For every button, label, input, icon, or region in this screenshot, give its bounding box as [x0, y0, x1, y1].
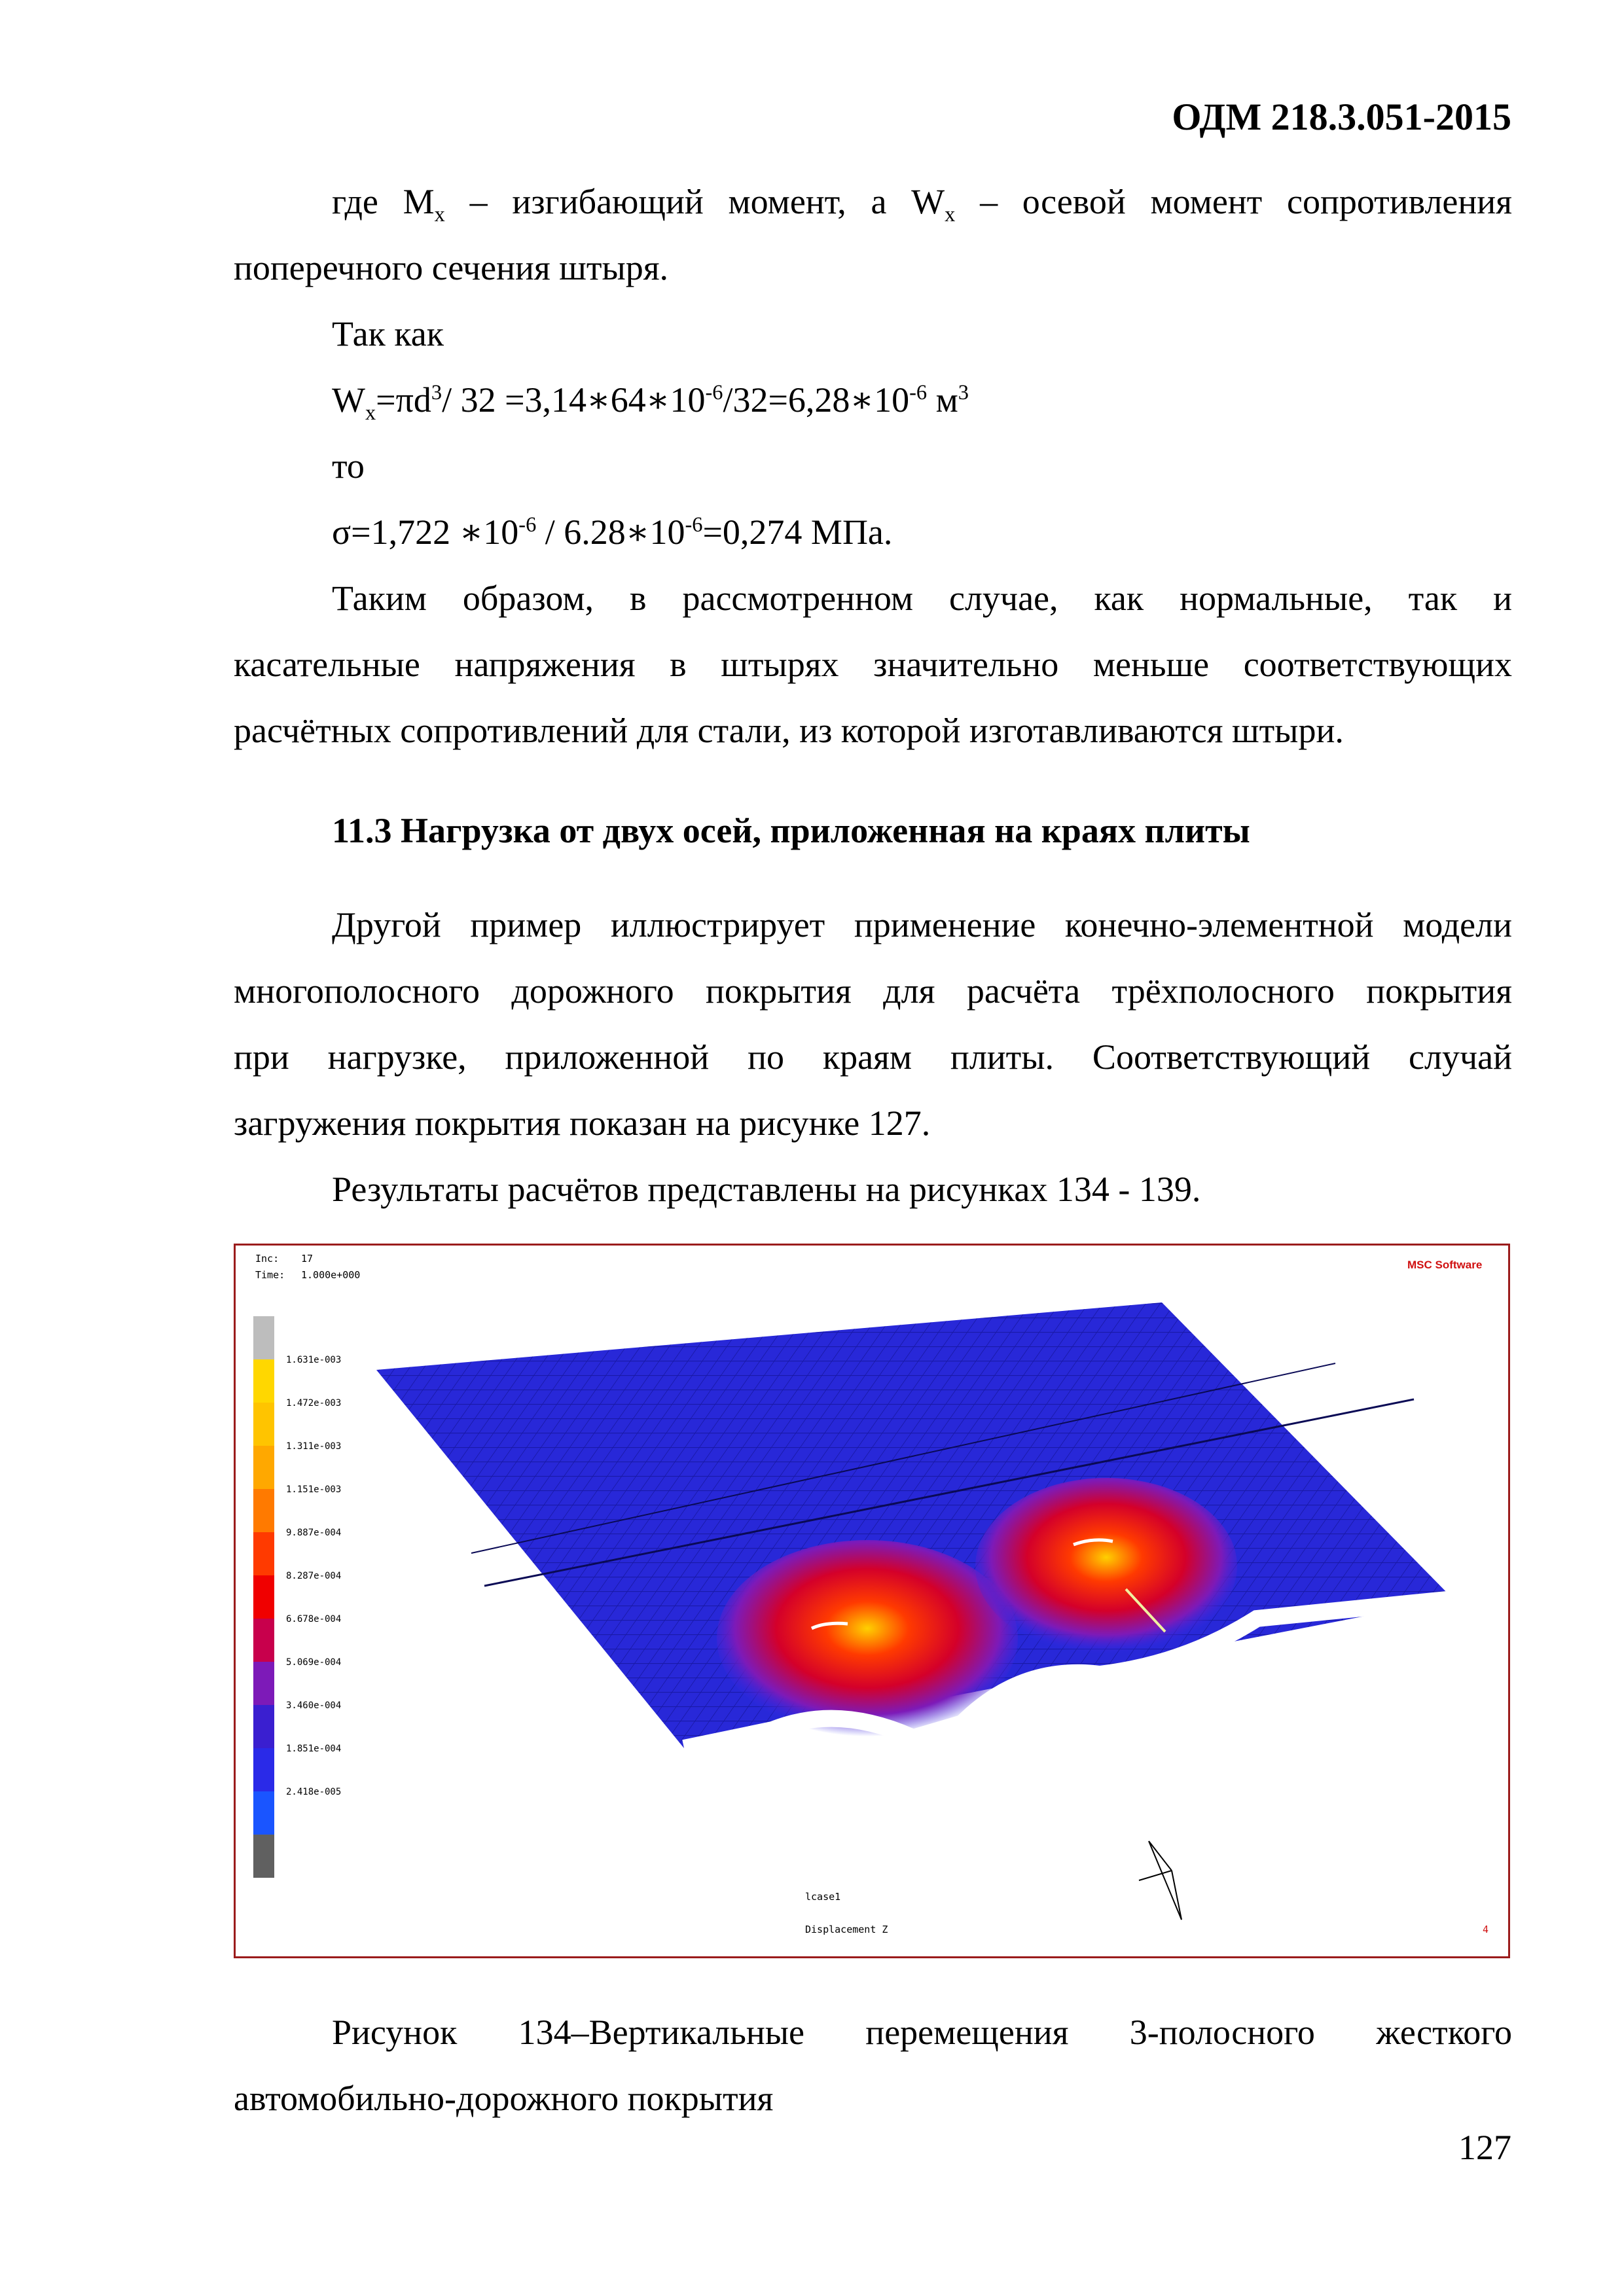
legend-labels: [286, 1355, 341, 1797]
page-number: 127: [1458, 2128, 1511, 2167]
inc-label: Inc:: [255, 1253, 280, 1265]
formula-intro: Так как: [332, 314, 444, 353]
corner-number: 4: [1483, 1924, 1489, 1935]
legend-value: 1.151e-003: [286, 1484, 342, 1495]
legend-color-swatch: [253, 1532, 274, 1575]
definition-line-2: поперечного сечения штыря.: [234, 248, 669, 287]
legend-color-swatch: [253, 1748, 274, 1791]
inc-value: 17: [301, 1253, 314, 1265]
legend-value: 8.287e-004: [286, 1571, 342, 1581]
legend-value: 2.418e-005: [286, 1787, 342, 1797]
legend-value: 1.631e-003: [286, 1355, 342, 1365]
legend-color-swatch: [253, 1835, 274, 1878]
time-label: Time:: [255, 1269, 285, 1281]
formula-wx: $W_x=\pi d^3/$ $32 =3,14∗64∗10^{-6}/32=6,28∗10^{-6}$ $м^3$: [332, 380, 969, 425]
legend-value: 9.887e-004: [286, 1528, 342, 1538]
formula-then: то: [332, 446, 365, 486]
paragraph-line: Таким образом, в рассмотренном случае, как нормальные, так и: [332, 579, 1512, 618]
legend-color-swatch: [253, 1403, 274, 1446]
paragraph-line: касательные напряжения в штырях значительно меньше соответствующих: [234, 645, 1512, 684]
caption-line: автомобильно-дорожного покрытия: [234, 2079, 774, 2118]
legend-value: 3.460e-004: [286, 1700, 342, 1711]
paragraph-line: Другой пример иллюстрирует применение конечно-элементной модели: [332, 905, 1512, 944]
caption-line: Рисунок 134–Вертикальные перемещения 3-полосного жесткого: [332, 2013, 1512, 2052]
paragraph-line: Результаты расчётов представлены на рисунках 134 - 139.: [332, 1170, 1201, 1209]
paragraph-line: загружения покрытия показан на рисунке 127.: [234, 1103, 931, 1143]
legend-color-swatch: [253, 1316, 274, 1359]
legend-color-swatch: [253, 1575, 274, 1619]
color-legend: [253, 1316, 274, 1878]
axis-triad: [1139, 1841, 1182, 1920]
document-id: ОДМ 218.3.051-2015: [1172, 96, 1511, 138]
paragraph-results: [234, 1157, 1512, 1223]
legend-color-swatch: [253, 1489, 274, 1532]
legend-value: 5.069e-004: [286, 1657, 342, 1668]
formula-sigma: σ=1,722 $∗10^{-6}$ / $6.28∗10^{-6}=0,274$ МПа.: [332, 512, 893, 552]
result-type-label: Displacement Z: [805, 1924, 888, 1935]
legend-color-swatch: [253, 1705, 274, 1748]
legend-color-swatch: [253, 1446, 274, 1489]
fem-plot-svg: [236, 1246, 1508, 1956]
paragraph-definitions: [234, 169, 1512, 301]
legend-value: 6.678e-004: [286, 1614, 342, 1624]
figure-caption: [234, 2000, 1512, 2132]
load-case-label: lcase1: [805, 1891, 841, 1903]
legend-color-swatch: [253, 1619, 274, 1662]
paragraph-example: [234, 892, 1512, 1157]
time-value: 1.000e+000: [301, 1269, 361, 1281]
legend-color-swatch: [253, 1359, 274, 1403]
legend-value: 1.851e-004: [286, 1744, 342, 1754]
paragraph-line: многополосного дорожного покрытия для расчёта трёхполосного покрытия: [234, 971, 1512, 1011]
paragraph-conclusion: [234, 565, 1512, 764]
msc-logo: MSC Software: [1407, 1259, 1483, 1271]
legend-color-swatch: [253, 1662, 274, 1705]
legend-value: 1.472e-003: [286, 1398, 342, 1408]
formula-block: [234, 301, 1512, 565]
legend-color-swatch: [253, 1791, 274, 1835]
section-heading: 11.3 Нагрузка от двух осей, приложенная на краях плиты: [332, 811, 1250, 850]
definition-line: где $М_x$ – изгибающий момент, а $W_x$ – осевой момент сопротивления: [332, 182, 1512, 226]
legend-value: 1.311e-003: [286, 1441, 342, 1452]
deflection-zone-right: [975, 1478, 1237, 1655]
paragraph-line: расчётных сопротивлений для стали, из которой изготавливаются штыри.: [234, 711, 1344, 750]
paragraph-line: при нагрузке, приложенной по краям плиты. Соответствующий случай: [234, 1037, 1512, 1077]
fem-displacement-figure: [234, 1244, 1510, 1958]
